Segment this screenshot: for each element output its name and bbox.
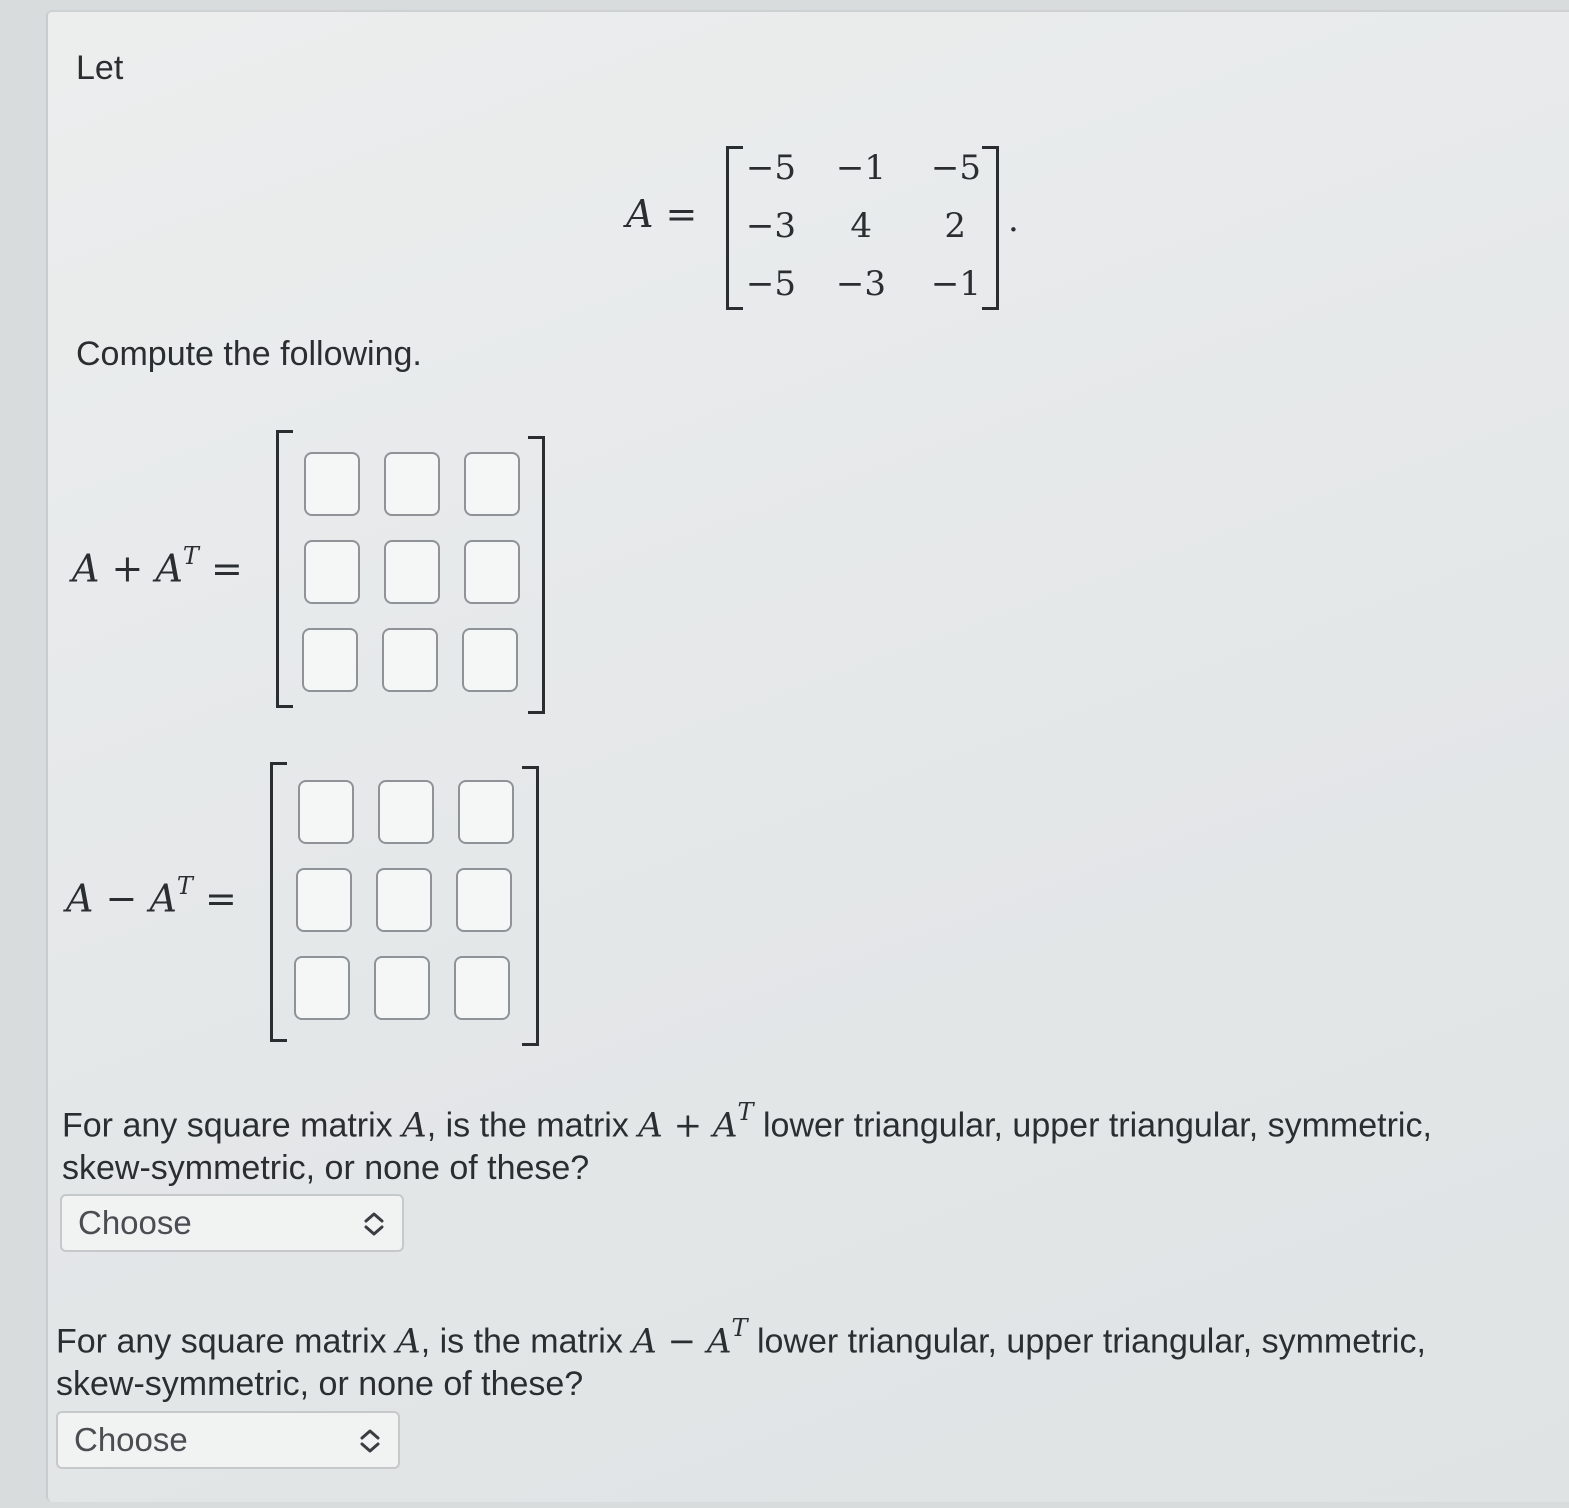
sum-cell-input[interactable] bbox=[462, 628, 518, 692]
matrix-cell: −1 bbox=[930, 264, 981, 304]
sum-cell-input[interactable] bbox=[304, 452, 360, 516]
right-bracket bbox=[528, 436, 545, 714]
matrix-cell: −5 bbox=[930, 148, 981, 188]
matrix-cell: 4 bbox=[850, 206, 872, 246]
sum-matrix-lhs: $A + A^T$ = bbox=[72, 542, 243, 591]
intro-text: Let bbox=[76, 49, 124, 87]
sum-cell-input[interactable] bbox=[384, 452, 440, 516]
question-2-select[interactable] bbox=[56, 1411, 400, 1469]
given-matrix-lhs: A = bbox=[626, 192, 698, 236]
matrix-period: . bbox=[1008, 200, 1019, 240]
sum-cell-input[interactable] bbox=[382, 628, 438, 692]
instruction-text: Compute the following. bbox=[76, 335, 422, 373]
matrix-cell: −5 bbox=[745, 148, 796, 188]
diff-cell-input[interactable] bbox=[456, 868, 512, 932]
diff-cell-input[interactable] bbox=[298, 780, 354, 844]
diff-cell-input[interactable] bbox=[378, 780, 434, 844]
question-1-select-value: Choose bbox=[78, 1204, 192, 1241]
question-2-line-1: For any square matrix A, is the matrix $A - A^T$ lower triangular, upper triangular, symmetric, bbox=[56, 1314, 1426, 1362]
question-1-line-2: skew-symmetric, or none of these? bbox=[62, 1149, 590, 1187]
matrix-cell: −3 bbox=[745, 206, 796, 246]
diff-cell-input[interactable] bbox=[454, 956, 510, 1020]
left-bracket bbox=[270, 762, 287, 1042]
matrix-cell: −5 bbox=[745, 264, 796, 304]
sum-cell-input[interactable] bbox=[304, 540, 360, 604]
diff-cell-input[interactable] bbox=[374, 956, 430, 1020]
sum-cell-input[interactable] bbox=[384, 540, 440, 604]
left-bracket bbox=[276, 430, 293, 708]
question-1-line-1: For any square matrix A, is the matrix $A + A^T$ lower triangular, upper triangular, symmetric, bbox=[62, 1098, 1432, 1146]
diff-cell-input[interactable] bbox=[458, 780, 514, 844]
sum-cell-input[interactable] bbox=[302, 628, 358, 692]
diff-matrix-lhs: $A - A^T$ = bbox=[66, 872, 237, 921]
diff-matrix bbox=[64, 760, 554, 1045]
diff-cell-input[interactable] bbox=[294, 956, 350, 1020]
question-2-line-2: skew-symmetric, or none of these? bbox=[56, 1365, 584, 1403]
right-bracket bbox=[522, 766, 539, 1046]
sum-cell-input[interactable] bbox=[464, 540, 520, 604]
diff-cell-input[interactable] bbox=[376, 868, 432, 932]
updown-chevron-icon bbox=[358, 1425, 382, 1457]
sum-matrix bbox=[70, 430, 560, 715]
updown-chevron-icon bbox=[362, 1208, 386, 1240]
diff-cell-input[interactable] bbox=[296, 868, 352, 932]
matrix-cell: −1 bbox=[835, 148, 886, 188]
right-bracket bbox=[982, 146, 999, 310]
question-2-select-value: Choose bbox=[74, 1421, 188, 1458]
question-1-select[interactable] bbox=[60, 1194, 404, 1252]
matrix-cell: −3 bbox=[835, 264, 886, 304]
sum-cell-input[interactable] bbox=[464, 452, 520, 516]
matrix-cell: 2 bbox=[944, 206, 966, 246]
